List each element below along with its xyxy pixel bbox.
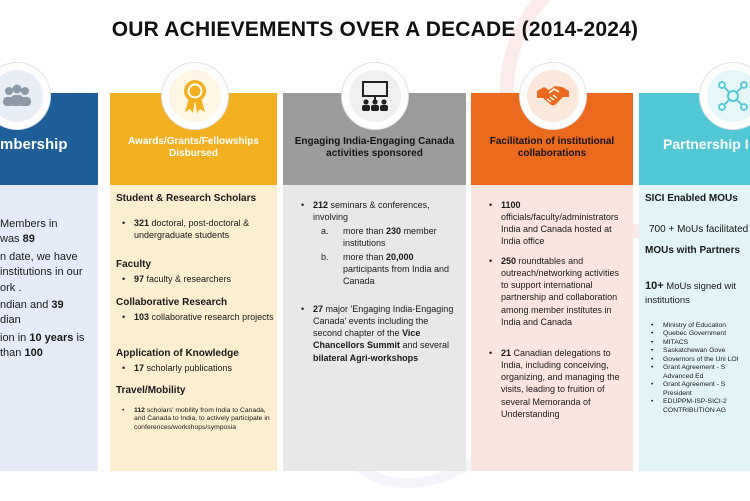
awards-panel [110, 93, 277, 471]
partnership-list-item: • Quebec Government [651, 330, 727, 338]
awards-icon-circle [162, 63, 228, 129]
awards-item: • 103 collaborative research projects [122, 312, 274, 322]
award-medal-icon [169, 70, 221, 122]
engaging-icon-circle [342, 63, 408, 129]
awards-body [110, 185, 277, 471]
awards-section-heading: Travel/Mobility [116, 385, 186, 396]
awards-section-heading: Faculty [116, 259, 152, 270]
partnership-list-item: • Grant Agreement - S Advanced Ed [651, 364, 726, 380]
facilitation-item: • 250 roundtables and outreach/networking activities to support international partnership and collaboration among member institutes in India and Canada [489, 256, 620, 327]
facilitation-icon-circle [520, 63, 586, 129]
engaging-subitem: b. more than 20,000 participants from India and Canada [321, 252, 450, 287]
membership-line: dian [0, 314, 21, 327]
page-title: OUR ACHIEVEMENTS OVER A DECADE (2014-2024) [111, 18, 639, 41]
membership-line: n date, we have [0, 250, 78, 263]
presentation-audience-icon [349, 70, 401, 122]
membership-header-text: mbership [0, 135, 68, 153]
membership-line: ork . [0, 281, 22, 294]
membership-line: ndian and 39 [0, 298, 64, 311]
membership-line: Members in [0, 218, 58, 230]
partnership-mous-heading: SICI Enabled MOUs [645, 193, 738, 204]
membership-line: institutions in our [0, 266, 83, 279]
membership-panel [0, 93, 98, 471]
handshake-icon [527, 70, 579, 122]
engaging-header-text: Engaging India-Engaging Canada activities sponsored [294, 135, 455, 159]
membership-line: ion in 10 years is [0, 331, 85, 344]
partnership-list-item: • Governors of the Uni LOI [651, 355, 739, 363]
partnership-panel [639, 93, 750, 471]
partnership-partners-line: 10+ MoUs signed wit institutions [645, 280, 737, 307]
engaging-item: • 212 seminars & conferences, involving [301, 200, 430, 223]
awards-item: • 321 doctoral, post-doctoral & undergraduate students [122, 218, 250, 241]
awards-section-heading: Application of Knowledge [116, 348, 239, 359]
partnership-list-item: • Grant Agreement - S President [651, 381, 726, 397]
engaging-item: • 27 major 'Engaging India-Engaging Canada' events including the second chapter of the Vice Chancellors Summit and several bilateral Agri-workshops [301, 304, 454, 363]
partnership-list-item: • Saskatchewan Gove [651, 347, 726, 355]
facilitation-item: • 21 Canadian delegations to India, including conceiving, organizing, and managing the visits, leading to fruition of several Memoranda of Understanding [489, 348, 620, 419]
engaging-panel [283, 93, 466, 471]
partnership-header-text: Partnership I [663, 136, 749, 153]
facilitation-panel [471, 93, 633, 471]
partnership-list-item: • EDUPPM-ISP-SICI-2 CONTRIBUTION AG [651, 398, 727, 414]
partnership-list [647, 322, 750, 415]
people-group-icon [0, 70, 43, 122]
awards-header-text: Awards/Grants/Fellowships Disbursed [128, 135, 259, 159]
facilitation-item: • 1100 officials/faculty/administrators India and Canada hosted at India office [489, 200, 619, 247]
facilitation-body [471, 185, 633, 471]
membership-line: was 89 [0, 233, 35, 246]
engaging-subitem: a. more than 230 member institutions [321, 226, 437, 249]
engaging-body [283, 185, 466, 471]
partnership-list-item: • MITACS [651, 338, 689, 346]
awards-item: • 17 scholarly publications [122, 363, 233, 373]
awards-section-heading: Student & Research Scholars [116, 193, 257, 204]
network-hub-icon [707, 70, 750, 122]
awards-item: • 112 scholars' mobility from India to Canada, and Canada to India, to actively participate in conferences/workshops/symposia [122, 407, 270, 431]
partnership-list-item: • Ministry of Education [651, 322, 727, 329]
awards-item: • 97 faculty & researchers [122, 274, 232, 284]
partnership-body [639, 185, 750, 471]
partnership-mous-line: 700 + MoUs facilitated [649, 224, 749, 235]
membership-text [0, 217, 98, 362]
partnership-partners-heading: MOUs with Partners [645, 245, 741, 256]
membership-body [0, 185, 98, 471]
membership-line: than 100 [0, 347, 43, 360]
facilitation-header-text: Facilitation of institutional collaborations [489, 135, 615, 159]
awards-section-heading: Collaborative Research [116, 297, 228, 308]
